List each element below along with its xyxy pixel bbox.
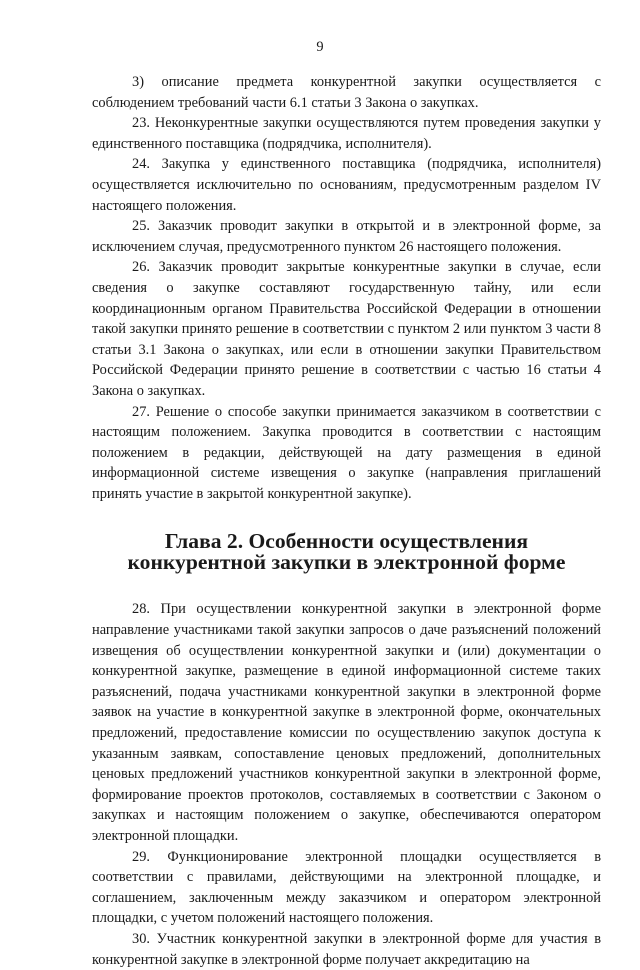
paragraph-item-3: 3) описание предмета конкурентной закупки осуществляется с соблюдением требований части 6.1 статьи 3 Закона о закупках. (92, 74, 601, 111)
paragraph-26: 26. Заказчик проводит закрытые конкурентные закупки в случае, если сведения о закупке составляют государственную тайну, или если координационным органом Правительства Российской Федерации в отношении такой закупки принято решение в соответствии с пунктом 2 или пунктом 3 части 8 статьи 3.1 Закона о закупках, или если в отношении закупки Правительством Российской Федерации принято решение в соответствии с частью 16 статьи 4 Закона о закупках. (92, 259, 601, 399)
paragraph-28: 28. При осуществлении конкурентной закупки в электронной форме направление участниками такой закупки запросов о даче разъяснений положений извещения об осуществлении конкурентной закупки и (или) документации о конкурентной закупке, размещение в единой информационной системе таких разъяснений, подача участниками конкурентной закупки в электронной форме заявок на участие в конкурентной закупке в электронной форме, окончательных предложений, предоставление комиссии по осуществлению закупок доступа к указанным заявкам, сопоставление ценовых предложений, дополнительных ценовых предложений участников конкурентной закупки в электронной форме, формирование проектов протоколов, составляемых в соответствии с Законом о закупках и настоящим положением о закупке, обеспечиваются оператором электронной площадки. (92, 601, 601, 844)
paragraph-25: 25. Заказчик проводит закупки в открытой и в электронной форме, за исключением случая, предусмотренного пунктом 26 настоящего положения. (92, 218, 601, 255)
paragraph-30: 30. Участник конкурентной закупки в электронной форме для участия в конкурентной закупке в электронной форме получает аккредитацию на (92, 930, 601, 968)
paragraph-29: 29. Функционирование электронной площадки осуществляется в соответствии с правилами, действующими на электронной площадке, и соглашением, заключенным между заказчиком и оператором электронной площадки, с учетом положений настоящего положения. (92, 848, 601, 927)
chapter-heading: Глава 2. Особенности осуществления конкурентной закупки в электронной форме (127, 529, 566, 575)
body-text (92, 72, 601, 970)
paragraph-23: 23. Неконкурентные закупки осуществляются путем проведения закупки у единственного поставщика (подрядчика, исполнителя). (92, 115, 601, 152)
page-number: 9 (316, 39, 324, 55)
paragraph-24: 24. Закупка у единственного поставщика (подрядчика, исполнителя) осуществляется исключительно по основаниям, предусмотренным разделом IV настоящего положения. (92, 156, 601, 214)
paragraph-27: 27. Решение о способе закупки принимается заказчиком в соответствии с настоящим положением. Закупка проводится в соответствии с настоящим положением в редакции, действующей на дату размещения в единой информационной системе извещения о закупке (направления приглашений принять участие в закрытой конкурентной закупке). (92, 403, 601, 502)
